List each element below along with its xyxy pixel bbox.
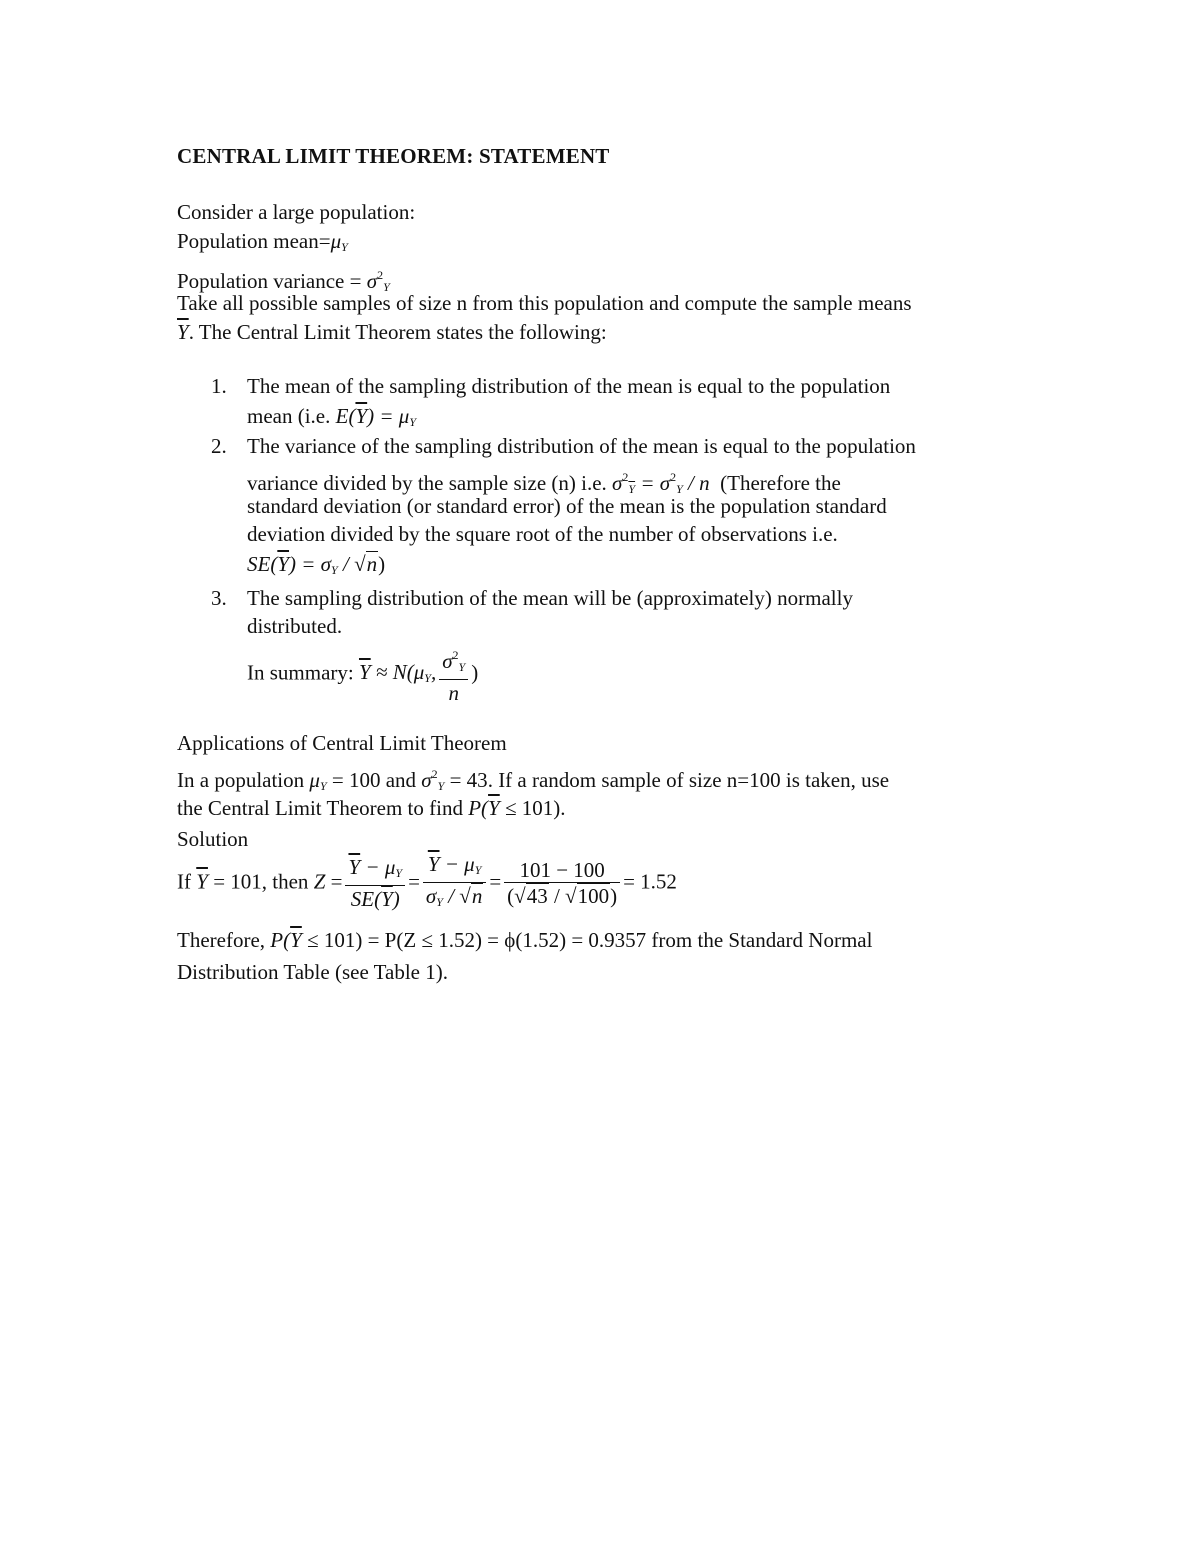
app-text: In a population xyxy=(177,768,305,792)
math-expression: $\overline{Y} \approx N(\mu_Y$, xyxy=(358,660,437,686)
math-expression: $E(\overline{Y}) = \mu$ xyxy=(335,404,410,428)
app-prob-value: 101). xyxy=(521,796,566,820)
item-2-line-e: $SE(\overline{Y}) = \sigma_Y / √n$) xyxy=(247,552,386,577)
intro-mean-label: Population mean= xyxy=(177,229,331,253)
item-1-line-a: The mean of the sampling distribution of the mean is equal to the population xyxy=(247,374,891,398)
therefore-prob: 101) = P(Z ≤ 1.52) = ϕ(1.52) = 0.9357 xyxy=(323,928,647,952)
intro-line-5-text: . The Central Limit Theorem states the following: xyxy=(188,320,607,344)
math-sigma: σ xyxy=(421,768,432,792)
solution-result: = 1.52 xyxy=(623,869,677,894)
solution-if: If xyxy=(177,869,191,894)
app-text-3: the Central Limit Theorem to find xyxy=(177,796,463,820)
solution-line: If $\overline{Y} = 101$, then Z = $\frac{\overline{Y} - \mu_Y}{SE(\overline{Y})}$ = $\frac{\overline{Y} - \mu_Y}{\sigma_Y / √n}$ = $\frac{101 - 100}{(√43 / √100)}$ = 1.52 xyxy=(177,852,677,915)
math-ybar: $\overline{Y}$ xyxy=(177,320,189,344)
math-sub: Y xyxy=(341,240,348,254)
app-text-2: . If a random sample of size n=100 is taken, use xyxy=(487,768,890,792)
item-3-line-b: distributed. xyxy=(247,614,343,638)
applications-line-2 xyxy=(177,795,566,821)
item-2-text: variance divided by the sample size (n) i.e. xyxy=(247,471,607,495)
math-z: Z xyxy=(313,869,326,894)
item-2-line-d: deviation divided by the square root of the number of observations i.e. xyxy=(247,522,838,546)
math-fraction-1: $\frac{\overline{Y} - \mu_Y}{SE(\overline{Y})}$ xyxy=(345,855,405,912)
app-var-value: = 43 xyxy=(449,768,488,792)
applications-line-1 xyxy=(177,761,889,799)
item-3-line-a: The sampling distribution of the mean will be (approximately) normally xyxy=(247,586,853,610)
math-sup: 2 xyxy=(431,767,438,781)
list-number-3: 3. xyxy=(211,586,227,610)
math-fraction: $\frac{\sigma^2_Y}{n}$ xyxy=(439,643,468,706)
item-1-line-b xyxy=(247,403,416,435)
solution-heading: Solution xyxy=(177,827,249,851)
page-title: CENTRAL LIMIT THEOREM: STATEMENT xyxy=(177,144,610,168)
intro-variance-label: Population variance = xyxy=(177,269,362,293)
solution-ifval: = 101, then xyxy=(213,869,309,894)
last-line: Distribution Table (see Table 1). xyxy=(177,960,448,984)
intro-line-4: Take all possible samples of size n from this population and compute the sample means xyxy=(177,291,912,315)
math-ybar: $\overline{Y}$ xyxy=(196,869,208,894)
therefore-from: from the Standard Normal xyxy=(651,928,873,952)
intro-line-5 xyxy=(177,319,607,345)
math-sub: Y xyxy=(383,280,390,294)
app-and: and xyxy=(385,768,417,792)
math-expression: $SE(\overline{Y}) = \sigma_Y / √n$ xyxy=(247,552,378,577)
item-2-line-c: standard deviation (or standard error) of the mean is the population standard xyxy=(247,494,887,518)
therefore-line xyxy=(177,927,872,953)
item-2-text-2: (Therefore the xyxy=(720,471,841,495)
summary-label: In summary: xyxy=(247,660,354,685)
list-number-2: 2. xyxy=(211,434,227,458)
math-sub: Y xyxy=(437,779,445,793)
item-1-text: mean (i.e. xyxy=(247,404,331,428)
app-mu-value: = 100 xyxy=(331,768,381,792)
math-expression: $P(\overline{Y}$ ≤ xyxy=(270,928,324,952)
math-fraction-2: $\frac{\overline{Y} - \mu_Y}{\sigma_Y / √n}$ xyxy=(423,852,486,915)
item-3-summary: In summary: $\overline{Y} \approx N(\mu_Y$, $\frac{\sigma^2_Y}{n}$ ) xyxy=(247,643,478,706)
math-mu: μ xyxy=(309,768,320,792)
applications-heading: Applications of Central Limit Theorem xyxy=(177,731,507,755)
math-expression: $P(\overline{Y}$ ≤ xyxy=(468,796,522,820)
therefore-label: Therefore, xyxy=(177,928,266,952)
math-sub: Y xyxy=(409,415,417,429)
math-mu: μ xyxy=(330,229,342,253)
math-expression: $\sigma^2_{\overline{Y}} = \sigma^2_Y / n$ xyxy=(612,470,710,496)
math-fraction-3: $\frac{101 - 100}{(√43 / √100)}$ xyxy=(504,858,620,909)
math-sub: Y xyxy=(319,779,327,793)
list-number-1: 1. xyxy=(211,374,227,398)
item-2-line-a: The variance of the sampling distribution of the mean is equal to the population xyxy=(247,434,916,458)
math-sigma: σ xyxy=(366,269,378,293)
math-sup: 2 xyxy=(377,268,384,282)
intro-line-1: Consider a large population: xyxy=(177,200,416,224)
intro-line-2 xyxy=(177,228,348,260)
